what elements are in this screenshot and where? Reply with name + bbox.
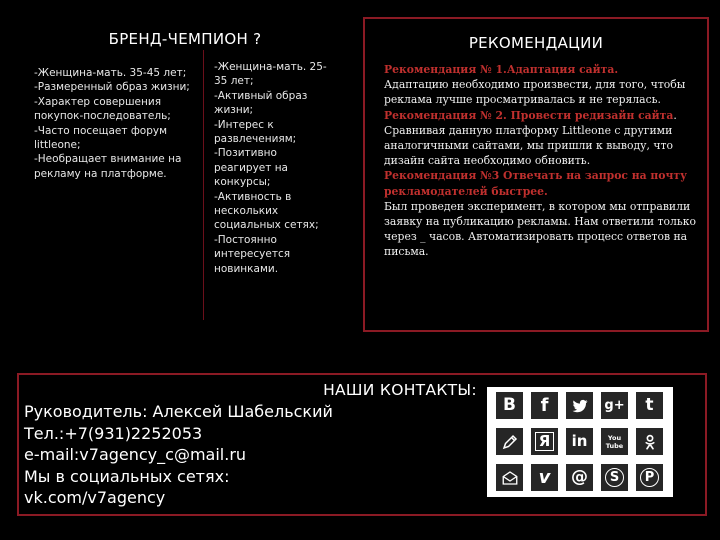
google-plus-icon[interactable]: g+ (601, 392, 628, 419)
mail-icon[interactable] (496, 464, 523, 491)
skype-icon[interactable]: S (601, 464, 628, 491)
contacts-title: НАШИ КОНТАКТЫ: (323, 381, 477, 399)
contacts-list (24, 401, 333, 509)
rec2-text: Сравнивая данную платформу Littleone с другими аналогичными сайтами, мы пришли к выводу, что дизайн сайта необходимо обновить. (384, 123, 673, 168)
vk-icon[interactable]: B (496, 392, 523, 419)
recommendations-body (384, 62, 702, 260)
facebook-icon[interactable]: f (531, 392, 558, 419)
rec2-heading-tail: . (673, 108, 677, 122)
rec3-heading: Рекомендация №3 Отвечать на запрос на почту рекламодателей быстрее. (384, 169, 687, 198)
contact-manager: Руководитель: Алексей Шабельский (24, 402, 333, 421)
rec3-text: Был проведен эксперимент, в котором мы отправили заявку на публикацию рекламы. Нам ответили только через _ часов. Автоматизировать процесс ответов на письма. (384, 199, 697, 259)
pinterest-icon[interactable]: P (636, 464, 663, 491)
contact-phone[interactable]: Тел.:+7(931)2252053 (24, 423, 203, 443)
brand-middle-column: -Женщина-мать. 25-35 лет; -Активный образ жизни; -Интерес к развлечениям; -Позитивно реагирует на конкурсы; -Активность в нескольких социальных сетях; -Постоянно интересуется новинками. (214, 61, 327, 275)
brand-champion-title: БРЕНД-ЧЕМПИОН ? (108, 30, 262, 48)
vimeo-icon[interactable]: v (531, 464, 558, 491)
rec1-heading: Рекомендация № 1.Адаптация сайта. (384, 63, 619, 76)
linkedin-icon[interactable]: in (566, 428, 593, 455)
brand-left-column: -Женщина-мать. 35-45 лет; -Размеренный образ жизни; -Характер совершения покупок-последователь; -Часто посещает форум littleone; -Необращает внимание на рекламу на платформе. (34, 67, 190, 180)
column-divider (203, 50, 204, 320)
social-icons-panel (487, 387, 673, 497)
contact-social-label: Мы в социальных сетях: (24, 466, 230, 486)
pencil-icon[interactable] (496, 428, 523, 455)
tumblr-icon[interactable]: t (636, 392, 663, 419)
at-sign-icon[interactable]: @ (566, 464, 593, 491)
yandex-icon[interactable]: Я (531, 428, 558, 455)
recommendations-title: РЕКОМЕНДАЦИИ (468, 34, 604, 52)
contact-email[interactable]: e-mail:v7agency_c@mail.ru (24, 445, 247, 464)
rec2-heading: Рекомендация № 2. Провести редизайн сайта (384, 108, 674, 122)
rec1-text: Адаптацию необходимо произвести, для того, чтобы реклама лучше просматривалась и не терялась. (384, 78, 686, 107)
odnoklassniki-icon[interactable] (636, 428, 663, 455)
youtube-icon[interactable]: You Tube (601, 428, 628, 455)
contact-vk-link[interactable]: vk.com/v7agency (24, 488, 166, 507)
twitter-icon[interactable] (566, 392, 593, 419)
